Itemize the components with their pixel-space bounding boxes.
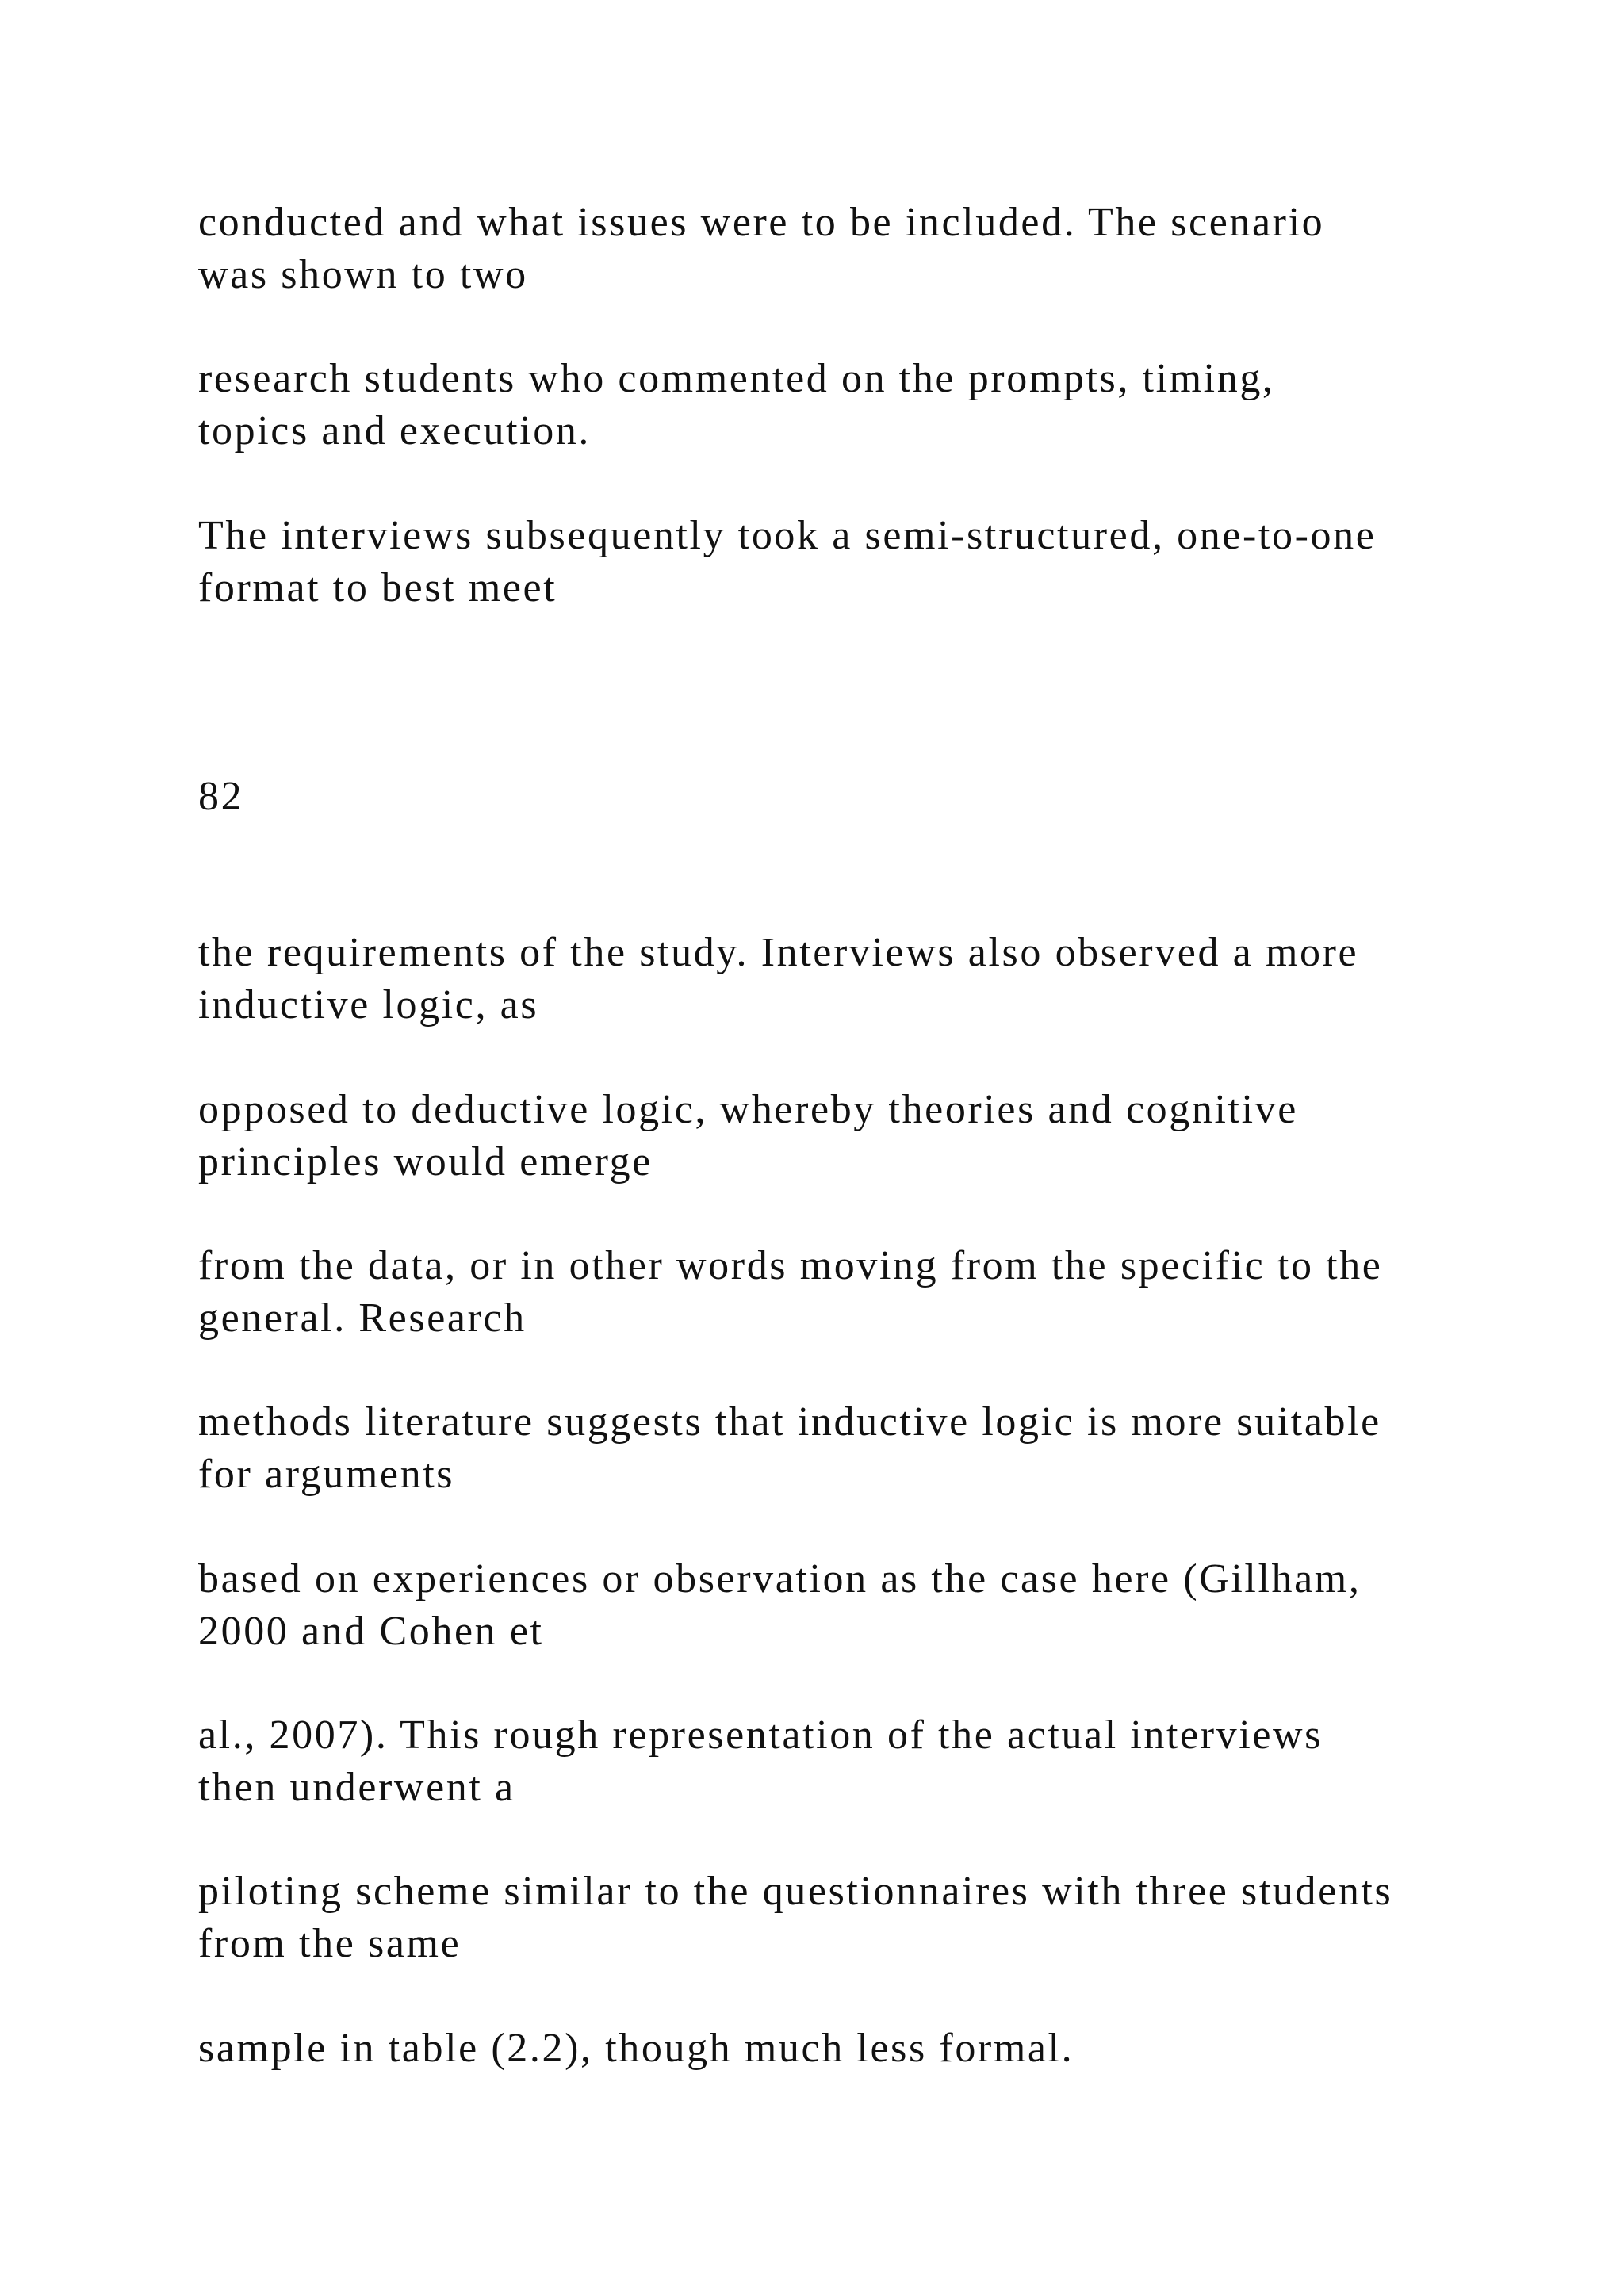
text-line: inductive logic, as <box>198 982 539 1027</box>
text-line: format to best meet <box>198 565 557 610</box>
text-line: topics and execution. <box>198 408 592 453</box>
text-line: then underwent a <box>198 1765 515 1810</box>
text-line: piloting scheme similar to the questionnaires with three students <box>198 1869 1393 1914</box>
text-line: based on experiences or observation as the case here (Gillham, <box>198 1556 1362 1601</box>
text-line: al., 2007). This rough representation of the actual interviews <box>198 1712 1323 1758</box>
text-line: conducted and what issues were to be included. The scenario <box>198 200 1325 245</box>
text-line: from the same <box>198 1921 462 1966</box>
text-line: sample in table (2.2), though much less formal. <box>198 2026 1074 2071</box>
text-line: was shown to two <box>198 252 528 297</box>
text-line: for arguments <box>198 1452 455 1497</box>
text-line: methods literature suggests that inductive logic is more suitable <box>198 1399 1381 1445</box>
text-line: general. Research <box>198 1295 527 1341</box>
page-number: 82 <box>198 774 244 819</box>
text-line: opposed to deductive logic, whereby theories and cognitive <box>198 1087 1298 1132</box>
text-line: from the data, or in other words moving from the specific to the <box>198 1243 1383 1288</box>
text-line: principles would emerge <box>198 1139 653 1184</box>
text-line: 2000 and Cohen et <box>198 1609 544 1654</box>
text-line: The interviews subsequently took a semi-structured, one-to-one <box>198 513 1377 558</box>
text-line: the requirements of the study. Interviews also observed a more <box>198 930 1359 975</box>
text-line: research students who commented on the prompts, timing, <box>198 356 1275 401</box>
